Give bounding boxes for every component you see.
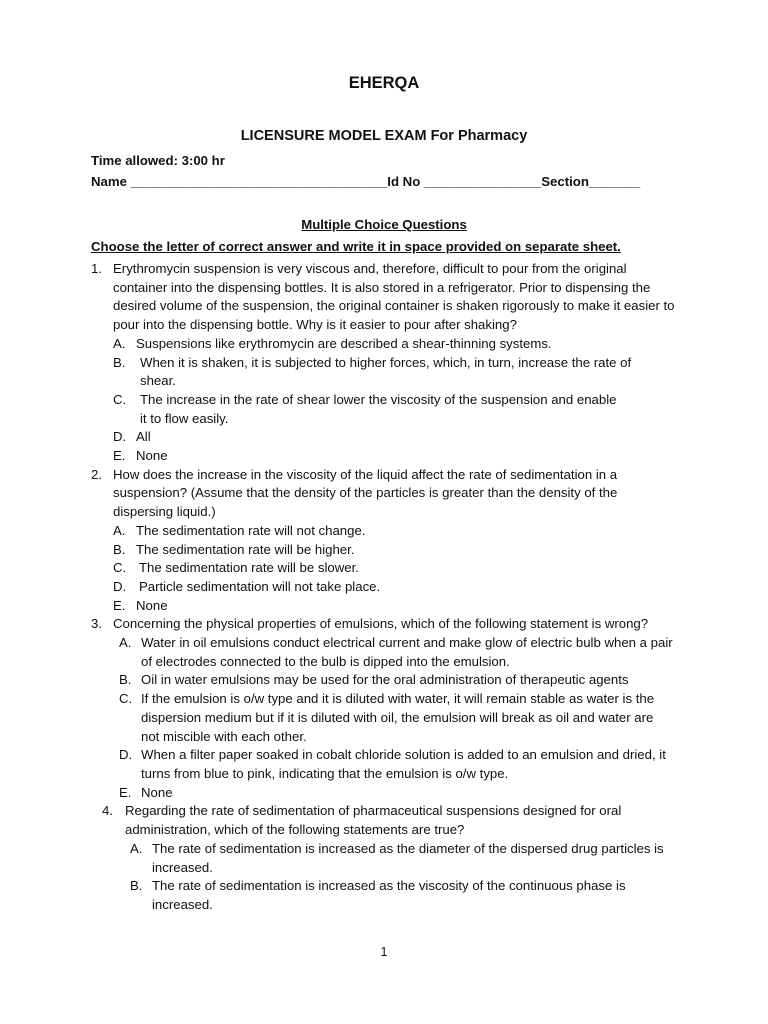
- option-letter: D.: [119, 747, 133, 763]
- question-text-line: suspension? (Assume that the density of the particles is greater than the density of the: [113, 485, 618, 501]
- name-id-section-line: Name ___________________________________Id No ________________Section_______: [91, 174, 641, 189]
- option-text-line: When a filter paper soaked in cobalt chloride solution is added to an emulsion and dried, it: [141, 747, 666, 763]
- question-text-line: How does the increase in the viscosity of the liquid affect the rate of sedimentation in a: [113, 466, 618, 482]
- answer-option: [0, 354, 768, 391]
- option-text-line: The sedimentation rate will not change.: [136, 522, 366, 538]
- answer-option: [0, 784, 768, 803]
- option-letter: C.: [119, 691, 133, 707]
- answer-option: [0, 877, 768, 914]
- option-letter: B.: [119, 672, 132, 688]
- option-text-line: All: [136, 429, 151, 445]
- question-number: 3.: [91, 616, 102, 632]
- question-number: 4.: [102, 803, 113, 819]
- answer-option: [0, 447, 768, 466]
- instruction: Choose the letter of correct answer and write it in space provided on separate sheet.: [91, 239, 621, 254]
- option-letter: D.: [113, 429, 127, 445]
- option-text-line: The sedimentation rate will be higher.: [136, 541, 355, 557]
- option-text-line: Particle sedimentation will not take place.: [139, 578, 381, 594]
- option-letter: C.: [113, 391, 127, 407]
- section-title: Multiple Choice Questions: [301, 217, 467, 232]
- option-text-line: increased.: [152, 896, 213, 912]
- answer-option: [0, 597, 768, 616]
- question-text-line: Regarding the rate of sedimentation of pharmaceutical suspensions designed for oral: [125, 803, 622, 819]
- option-letter: A.: [113, 335, 126, 351]
- answer-option: [0, 559, 768, 578]
- answer-option: [0, 428, 768, 447]
- option-text-line: The rate of sedimentation is increased as the diameter of the dispersed drug particles is: [152, 840, 664, 856]
- question-text-line: container into the dispensing bottles. It is also stored in a refrigerator. Prior to dispensing the: [113, 279, 651, 295]
- question-text-line: dispersing liquid.): [113, 504, 216, 520]
- option-text-line: None: [141, 784, 173, 800]
- answer-option: [0, 335, 768, 354]
- option-text-line: shear.: [140, 373, 176, 389]
- answer-option: [0, 634, 768, 671]
- option-text-line: of electrodes connected to the bulb is dipped into the emulsion.: [141, 653, 510, 669]
- option-text-line: The increase in the rate of shear lower the viscosity of the suspension and enable: [140, 391, 617, 407]
- question-item: [0, 615, 768, 802]
- option-text-line: The rate of sedimentation is increased as the viscosity of the continuous phase is: [152, 878, 626, 894]
- exam-subtitle: LICENSURE MODEL EXAM For Pharmacy: [240, 128, 528, 144]
- option-text-line: The sedimentation rate will be slower.: [139, 560, 359, 576]
- question-item: [0, 802, 768, 914]
- question-item: [0, 466, 768, 616]
- option-text-line: When it is shaken, it is subjected to higher forces, which, in turn, increase the rate of: [140, 354, 632, 370]
- option-letter: D.: [113, 578, 127, 594]
- option-letter: C.: [113, 560, 127, 576]
- option-text-line: Water in oil emulsions conduct electrical current and make glow of electric bulb when a pair: [141, 635, 673, 651]
- option-text-line: Oil in water emulsions may be used for the oral administration of therapeutic agents: [141, 672, 629, 688]
- page-title: EHERQA: [348, 74, 420, 92]
- option-text-line: None: [136, 448, 168, 464]
- option-letter: B.: [130, 878, 143, 894]
- answer-option: [0, 746, 768, 783]
- option-letter: A.: [119, 635, 132, 651]
- answer-option: [0, 840, 768, 877]
- option-letter: E.: [113, 597, 126, 613]
- question-text-line: Concerning the physical properties of emulsions, which of the following statement is wrong?: [113, 616, 649, 632]
- option-letter: B.: [113, 354, 126, 370]
- option-text-line: dispersion medium but if it is diluted with oil, the emulsion will break as oil and water are: [141, 709, 654, 725]
- option-letter: A.: [113, 522, 126, 538]
- answer-option: [0, 522, 768, 541]
- answer-option: [0, 391, 768, 428]
- question-number: 2.: [91, 466, 102, 482]
- option-text-line: Suspensions like erythromycin are described a shear-thinning systems.: [136, 335, 552, 351]
- answer-option: [0, 671, 768, 690]
- option-text-line: it to flow easily.: [140, 410, 229, 426]
- option-letter: B.: [113, 541, 126, 557]
- question-text-line: Erythromycin suspension is very viscous and, therefore, difficult to pour from the original: [113, 261, 627, 276]
- answer-option: [0, 578, 768, 597]
- question-text-line: desired volume of the suspension, the original container is shaken rigorously to make it easier to: [113, 298, 675, 314]
- answer-option: [0, 541, 768, 560]
- question-list: [0, 260, 768, 915]
- option-text-line: If the emulsion is o/w type and it is diluted with water, it will remain stable as water is the: [141, 691, 655, 707]
- option-text-line: turns from blue to pink, indicating that the emulsion is o/w type.: [141, 765, 509, 781]
- option-text-line: not miscible with each other.: [141, 728, 307, 744]
- option-letter: E.: [113, 448, 126, 464]
- page-number: 1: [380, 945, 388, 959]
- time-allowed: Time allowed: 3:00 hr: [91, 153, 225, 168]
- question-item: [0, 260, 768, 466]
- option-text-line: increased.: [152, 859, 213, 875]
- question-text-line: pour into the dispensing bottle. Why is it easier to pour after shaking?: [113, 317, 517, 333]
- question-number: 1.: [91, 261, 102, 276]
- answer-option: [0, 690, 768, 746]
- option-letter: A.: [130, 840, 143, 856]
- question-text-line: administration, which of the following statements are true?: [125, 822, 465, 838]
- option-text-line: None: [136, 597, 168, 613]
- option-letter: E.: [119, 784, 132, 800]
